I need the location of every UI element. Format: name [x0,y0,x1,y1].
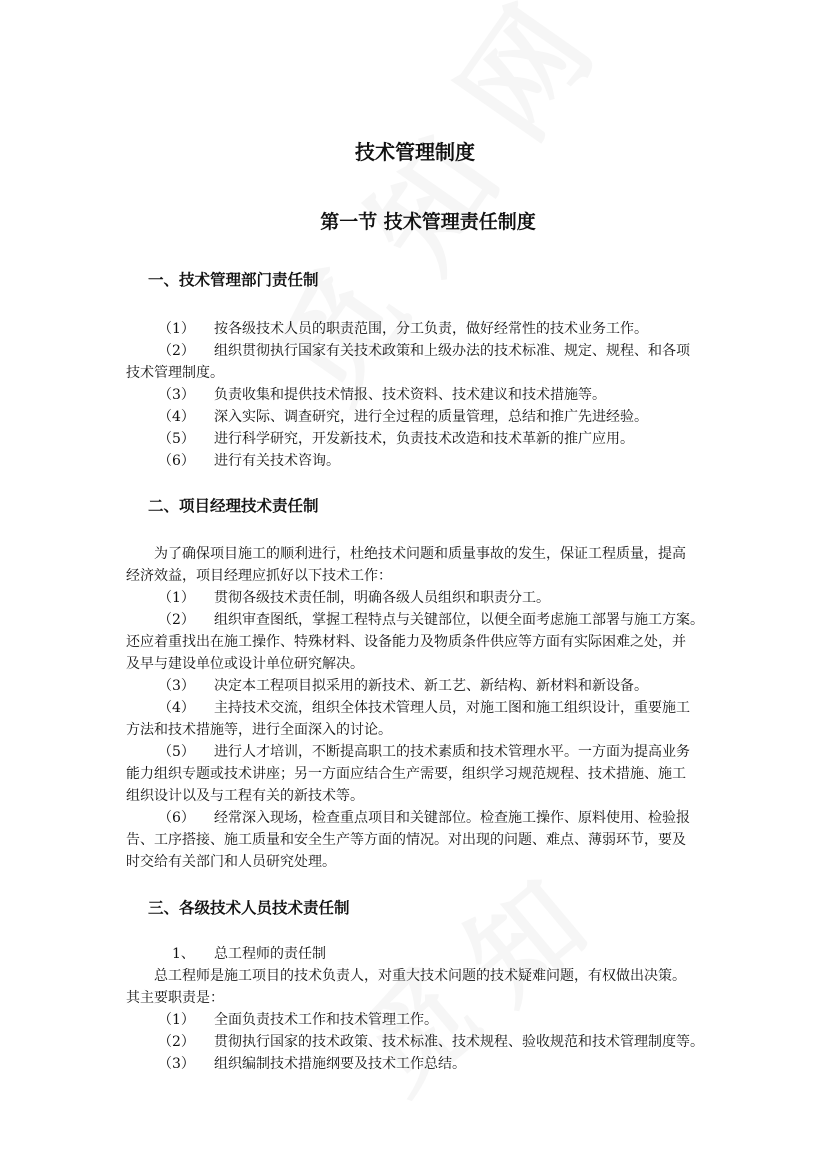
part3-item-3-number: （3） [158,1056,195,1072]
part1-item-3-text: 负责收集和提供技术情报、技术资料、技术建议和技术措施等。 [214,387,606,403]
part2-item-3-text: 决定本工程项目拟采用的新技术、新工艺、新结构、新材料和新设备。 [214,678,648,694]
part2-item-2-number: （2） [158,612,195,628]
section-title: 第一节 技术管理责任制度 [320,211,536,233]
part3-item-3-text: 组织编制技术措施纲要及技术工作总结。 [214,1056,466,1072]
part2-item-4-text: 主持技术交流，组织全体技术管理人员，对施工图和施工组织设计，重要施工 [214,700,690,716]
part2-intro-line-1: 为了确保项目施工的顺利进行，杜绝技术问题和质量事故的发生，保证工程质量，提高 [154,546,686,562]
part1-item-1-number: （1） [158,321,195,337]
part3-item-2-number: （2） [158,1034,195,1050]
part2-item-4-number: （4） [158,700,195,716]
part2-item-1-text: 贯彻各级技术责任制，明确各级人员组织和职责分工。 [214,590,550,606]
part2-item-6-text-cont-1: 告、工序搭接、施工质量和安全生产等方面的情况。对出现的问题、难点、薄弱环节，要及 [126,832,686,848]
part1-item-2-text: 组织贯彻执行国家有关技术政策和上级办法的技术标准、规定、规程、和各项 [214,343,690,359]
part2-heading: 二、项目经理技术责任制 [148,497,319,515]
part1-heading: 一、技术管理部门责任制 [148,271,319,289]
part2-item-5-text-cont-2: 组织设计以及与工程有关的新技术等。 [126,788,364,804]
part3-sub-number: 1、 [172,946,195,962]
part3-item-2-text: 贯彻执行国家的技术政策、技术标准、技术规程、验收规范和技术管理制度等。 [214,1034,704,1050]
part3-intro-line-2: 其主要职责是： [126,990,224,1006]
part3-item-1-number: （1） [158,1012,195,1028]
part2-item-2-text-cont-1: 还应着重找出在施工操作、特殊材料、设备能力及物质条件供应等方面有实际困难之处，并 [126,634,686,650]
part3-intro-line-1: 总工程师是施工项目的技术负责人，对重大技术问题的技术疑难问题，有权做出决策。 [154,968,686,984]
part2-item-4-text-cont: 方法和技术措施等，进行全面深入的讨论。 [126,722,392,738]
part1-item-5-text: 进行科学研究，开发新技术，负责技术改造和技术革新的推广应用。 [214,431,634,447]
part3-heading: 三、各级技术人员技术责任制 [148,899,350,917]
part1-item-2-text-cont: 技术管理制度。 [126,365,224,381]
part2-item-6-text: 经常深入现场，检查重点项目和关键部位。检查施工操作、原料使用、检验报 [214,810,690,826]
part2-item-2-text-cont-2: 及早与建设单位或设计单位研究解决。 [126,656,364,672]
part2-intro-line-2: 经济效益，项目经理应抓好以下技术工作： [126,568,392,584]
part1-item-6-number: （6） [158,453,195,469]
part2-item-6-text-cont-2: 时交给有关部门和人员研究处理。 [126,854,336,870]
part1-item-4-text: 深入实际、调查研究，进行全过程的质量管理，总结和推广先进经验。 [214,409,648,425]
part1-item-2-number: （2） [158,343,195,359]
part2-item-3-number: （3） [158,678,195,694]
part1-item-4-number: （4） [158,409,195,425]
part1-item-1-text: 按各级技术人员的职责范围，分工负责，做好经常性的技术业务工作。 [214,321,648,337]
part2-item-5-text: 进行人才培训，不断提高职工的技术素质和技术管理水平。一方面为提高业务 [214,744,690,760]
part2-item-6-number: （6） [158,810,195,826]
part1-item-5-number: （5） [158,431,195,447]
part2-item-5-number: （5） [158,744,195,760]
part2-item-2-text: 组织审查图纸，掌握工程特点与关键部位，以便全面考虑施工部署与施工方案。 [214,612,704,628]
part2-item-1-number: （1） [158,590,195,606]
part2-item-5-text-cont-1: 能力组织专题或技术讲座；另一方面应结合生产需要，组织学习规范规程、技术措施、施工 [126,766,686,782]
part3-item-1-text: 全面负责技术工作和技术管理工作。 [214,1012,438,1028]
part1-item-6-text: 进行有关技术咨询。 [214,453,340,469]
part1-item-3-number: （3） [158,387,195,403]
part3-sub-label: 总工程师的责任制 [214,946,326,962]
document-title: 技术管理制度 [355,140,475,164]
